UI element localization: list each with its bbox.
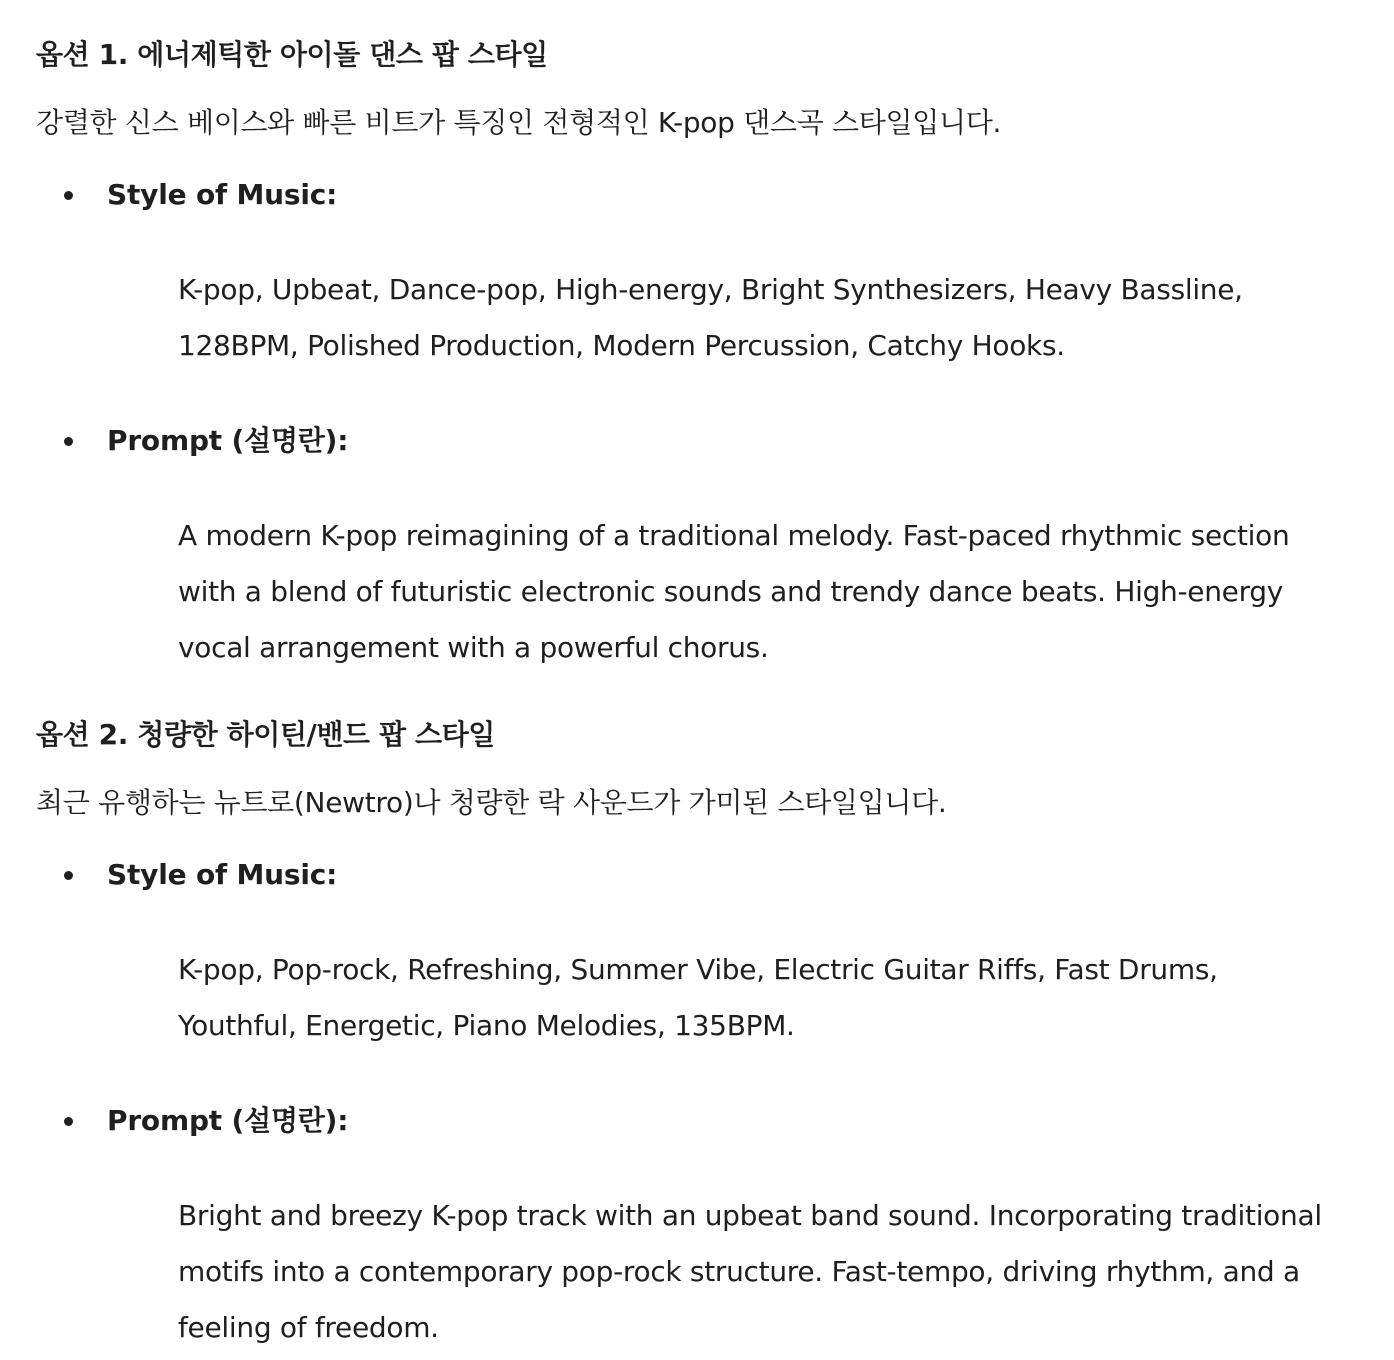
bullet-icon: [64, 871, 73, 880]
option-1-prompt-item: [36, 420, 1366, 676]
bullet-icon: [64, 1117, 73, 1126]
option-2-prompt-label: Prompt (설명란):: [107, 1104, 349, 1137]
option-1-heading: 옵션 1. 에너제틱한 아이돌 댄스 팝 스타일: [36, 38, 548, 71]
option-2-prompt-item: [36, 1100, 1366, 1356]
option-1-list: [36, 174, 1366, 676]
option-1-intro: 강렬한 신스 베이스와 빠른 비트가 특징인 전형적인 K-pop 댄스곡 스타일입니다.: [36, 106, 1002, 139]
option-1-style-label: Style of Music:: [107, 178, 338, 211]
option-2-list: [36, 854, 1366, 1356]
option-2-intro: 최근 유행하는 뉴트로(Newtro)나 청량한 락 사운드가 가미된 스타일입니다.: [36, 786, 947, 819]
option-2-style-text: K-pop, Pop-rock, Refreshing, Summer Vibe, Electric Guitar Riffs, Fast Drums, Youthful, Energetic, Piano Melodies, 135BPM.: [178, 953, 1218, 1042]
option-1-section: [36, 34, 1366, 676]
option-2-prompt-text: Bright and breezy K-pop track with an upbeat band sound. Incorporating traditional motifs into a contemporary pop-rock structure. Fast-tempo, driving rhythm, and a feeling of freedom.: [178, 1199, 1322, 1344]
option-2-style-label: Style of Music:: [107, 858, 338, 891]
option-1-prompt-text: A modern K-pop reimagining of a traditional melody. Fast-paced rhythmic section with a blend of futuristic electronic sounds and trendy dance beats. High-energy vocal arrangement with a powerful chorus.: [178, 519, 1290, 664]
bullet-icon: [64, 191, 73, 200]
option-1-prompt-label: Prompt (설명란):: [107, 424, 349, 457]
option-2-heading: 옵션 2. 청량한 하이틴/밴드 팝 스타일: [36, 718, 495, 751]
option-1-style-text: K-pop, Upbeat, Dance-pop, High-energy, Bright Synthesizers, Heavy Bassline, 128BPM, Polished Production, Modern Percussion, Catchy Hooks.: [178, 273, 1243, 362]
option-2-section: [36, 714, 1366, 1356]
option-1-style-item: [36, 174, 1366, 374]
bullet-icon: [64, 437, 73, 446]
option-2-style-item: [36, 854, 1366, 1054]
